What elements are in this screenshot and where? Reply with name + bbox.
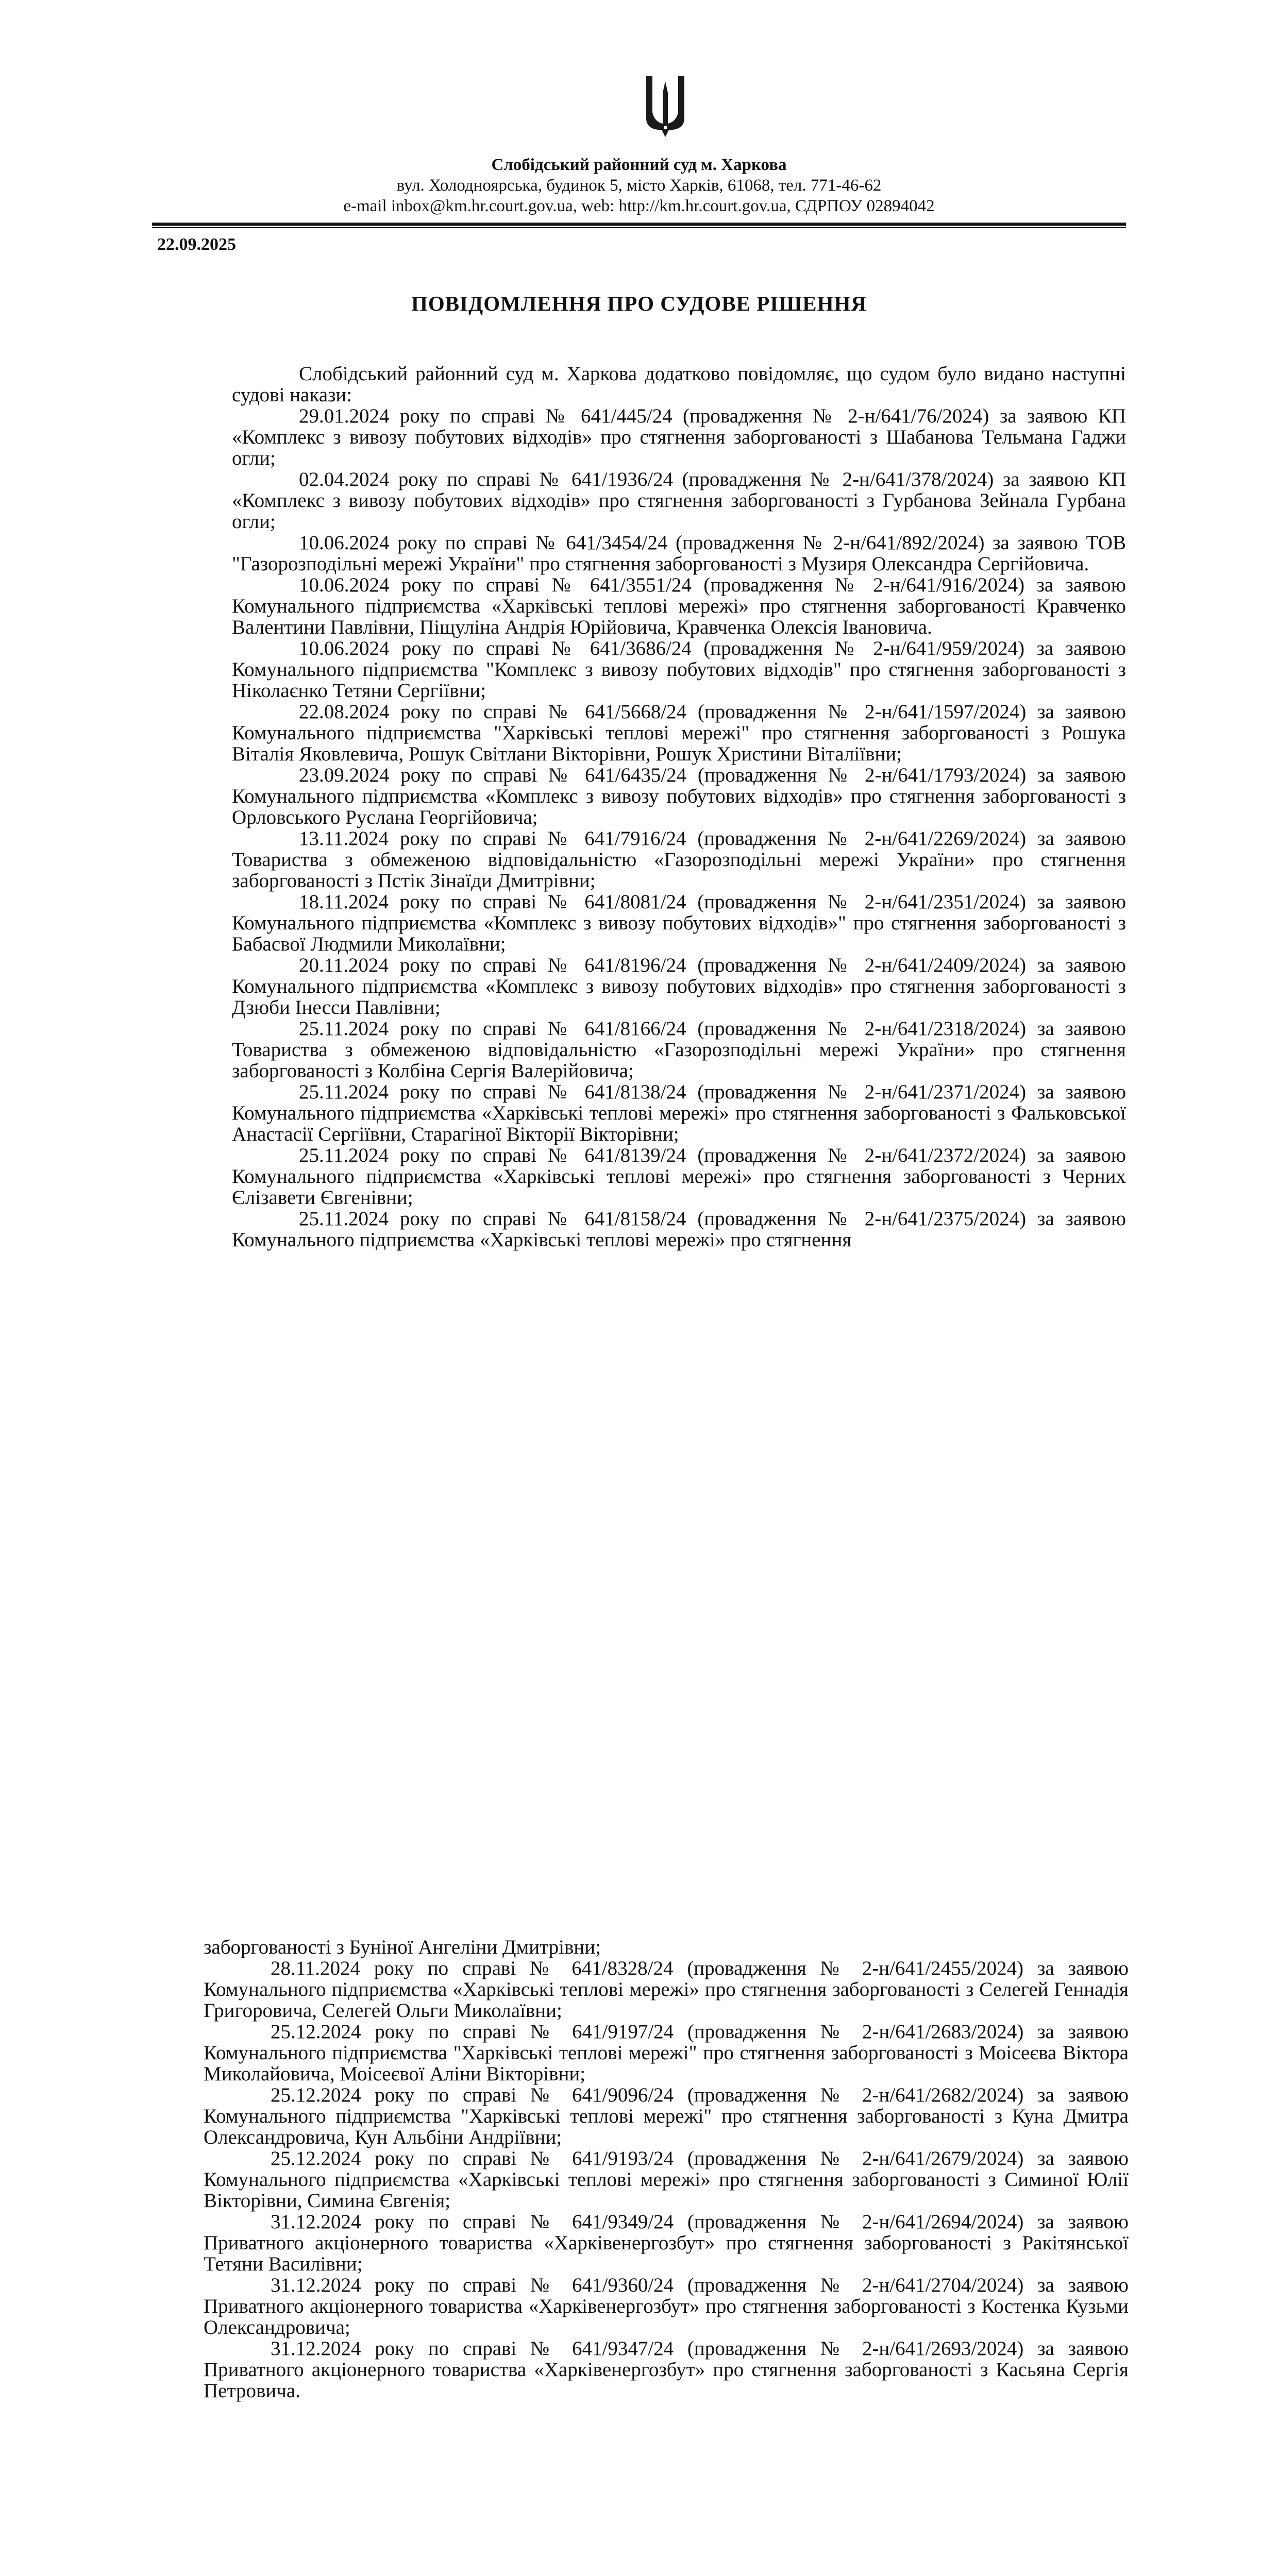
order-paragraph: 10.06.2024 року по справі № 641/3454/24 (провадження № 2-н/641/892/2024) за заявою ТОВ "Газорозподільні мережі України" про стягнення заборгованості з Музиря Олександра Сергійовича.: [232, 532, 1126, 575]
tryzub-icon: [642, 72, 688, 139]
intro-paragraph: Слобідський районний суд м. Харкова додатково повідомляє, що судом було видано наступні судові накази:: [232, 363, 1126, 406]
document-title: ПОВІДОМЛЕННЯ ПРО СУДОВЕ РІШЕННЯ: [411, 292, 867, 315]
order-paragraph: 10.06.2024 року по справі № 641/3686/24 (провадження № 2-н/641/959/2024) за заявою Комунального підприємства "Комплекс з вивозу побутових відходів" про стягнення заборгованості з Ніколаєнко Тетяни Сергіївни;: [232, 637, 1126, 702]
continuation-line: заборгованості з Буніної Ангеліни Дмитрівни;: [204, 1936, 601, 1958]
court-address: вул. Холодноярська, будинок 5, місто Харків, 61068, тел. 771-46-62: [396, 176, 882, 195]
order-paragraph: 31.12.2024 року по справі № 641/9347/24 (провадження № 2-н/641/2693/2024) за заявою Приватного акціонерного товариства «Харківенергозбут» про стягнення заборгованості з Касьяна Сергія Петровича.: [204, 2337, 1129, 2402]
order-paragraph: 10.06.2024 року по справі № 641/3551/24 (провадження № 2-н/641/916/2024) за заявою Комунального підприємства «Харківські теплові мережі» про стягнення заборгованості Кравченко Валентини Павлівни, Піщуліна Андрія Юрійовича, Кравченка Олексія Івановича.: [232, 574, 1126, 638]
order-paragraph: 31.12.2024 року по справі № 641/9349/24 (провадження № 2-н/641/2694/2024) за заявою Приватного акціонерного товариства «Харківенергозбут» про стягнення заборгованості з Ракітянської Тетяни Василівни;: [204, 2211, 1129, 2275]
order-paragraph: 31.12.2024 року по справі № 641/9360/24 (провадження № 2-н/641/2704/2024) за заявою Приватного акціонерного товариства «Харківенергозбут» про стягнення заборгованості з Костенка Кузьми Олександровича;: [204, 2274, 1129, 2338]
court-contacts: e-mail inbox@km.hr.court.gov.ua, web: http://km.hr.court.gov.ua, СДРПОУ 02894042: [343, 197, 935, 215]
order-paragraph: 25.11.2024 року по справі № 641/8138/24 (провадження № 2-н/641/2371/2024) за заявою Комунального підприємства «Харківські теплові мережі» про стягнення заборгованості з Фальковської Анастасії Сергіївни, Старагіної Вікторії Вікторівни;: [232, 1081, 1126, 1145]
order-paragraph: 13.11.2024 року по справі № 641/7916/24 (провадження № 2-н/641/2269/2024) за заявою Товариства з обмеженою відповідальністю «Газорозподільні мережі України» про стягнення заборгованості з Пстік Зінаїди Дмитрівни;: [232, 827, 1126, 892]
document-date: 22.09.2025: [157, 235, 236, 254]
order-paragraph: 25.12.2024 року по справі № 641/9096/24 (провадження № 2-н/641/2682/2024) за заявою Комунального підприємства "Харківські теплові мережі" про стягнення заборгованості з Куна Дмитра Олександровича, Кун Альбіни Андріївни;: [204, 2084, 1129, 2148]
order-paragraph: 23.09.2024 року по справі № 641/6435/24 (провадження № 2-н/641/1793/2024) за заявою Комунального підприємства «Комплекс з вивозу побутових відходів» про стягнення заборгованості з Орловського Руслана Георгійовича;: [232, 764, 1126, 828]
order-paragraph: 18.11.2024 року по справі № 641/8081/24 (провадження № 2-н/641/2351/2024) за заявою Комунального підприємства «Комплекс з вивозу побутових відходів»" про стягнення заборгованості з Бабасвої Людмили Миколаївни;: [232, 891, 1126, 955]
order-paragraph: 25.12.2024 року по справі № 641/9193/24 (провадження № 2-н/641/2679/2024) за заявою Комунального підприємства «Харківські теплові мережі» про стягнення заборгованості з Симиної Юлії Вікторівни, Симина Євгенія;: [204, 2147, 1129, 2212]
order-paragraph: 25.12.2024 року по справі № 641/9197/24 (провадження № 2-н/641/2683/2024) за заявою Комунального підприємства "Харківські теплові мережі" про стягнення заборгованості з Моісеєва Віктора Миколайовича, Моісеєвої Аліни Вікторівни;: [204, 2021, 1129, 2085]
order-paragraph: 02.04.2024 року по справі № 641/1936/24 (провадження № 2-н/641/378/2024) за заявою КП «Комплекс з вивозу побутових відходів» про стягнення заборгованості з Гурбанова Зейнала Гурбана огли;: [232, 468, 1126, 533]
order-paragraph: 20.11.2024 року по справі № 641/8196/24 (провадження № 2-н/641/2409/2024) за заявою Комунального підприємства «Комплекс з вивозу побутових відходів» про стягнення заборгованості з Дзюби Інесси Павлівни;: [232, 954, 1126, 1019]
order-paragraph: 25.11.2024 року по справі № 641/8166/24 (провадження № 2-н/641/2318/2024) за заявою Товариства з обмеженою відповідальністю «Газорозподільні мережі України» про стягнення заборгованості з Колбіна Сергія Валерійовича;: [232, 1018, 1126, 1082]
order-paragraph: 29.01.2024 року по справі № 641/445/24 (провадження № 2-н/641/76/2024) за заявою КП «Комплекс з вивозу побутових відходів» про стягнення заборгованості з Шабанова Тельмана Гаджи огли;: [232, 405, 1126, 469]
court-name: Слобідський районний суд м. Харкова: [491, 156, 787, 174]
order-paragraph: 25.11.2024 року по справі № 641/8158/24 (провадження № 2-н/641/2375/2024) за заявою Комунального підприємства «Харківські теплові мережі» про стягнення: [232, 1208, 1126, 1251]
orders-list-page-2: [204, 1937, 1129, 2401]
order-paragraph: 25.11.2024 року по справі № 641/8139/24 (провадження № 2-н/641/2372/2024) за заявою Комунального підприємства «Харківські теплові мережі» про стягнення заборгованості з Черних Єлізавети Євгенівни;: [232, 1144, 1126, 1209]
order-paragraph: 28.11.2024 року по справі № 641/8328/24 (провадження № 2-н/641/2455/2024) за заявою Комунального підприємства «Харківські теплові мережі» про стягнення заборгованості з Селегей Геннадія Григоровича, Селегей Ольги Миколаївни;: [204, 1957, 1129, 2022]
header-divider: [152, 223, 1126, 228]
order-paragraph: 22.08.2024 року по справі № 641/5668/24 (провадження № 2-н/641/1597/2024) за заявою Комунального підприємства "Харківські теплові мережі" про стягнення заборгованості з Рошука Віталія Яковлевича, Рошук Світлани Вікторівни, Рошук Христини Віталіївни;: [232, 701, 1126, 765]
orders-list-page-1: [232, 363, 1126, 1250]
document-page-2: [0, 1808, 1278, 2576]
